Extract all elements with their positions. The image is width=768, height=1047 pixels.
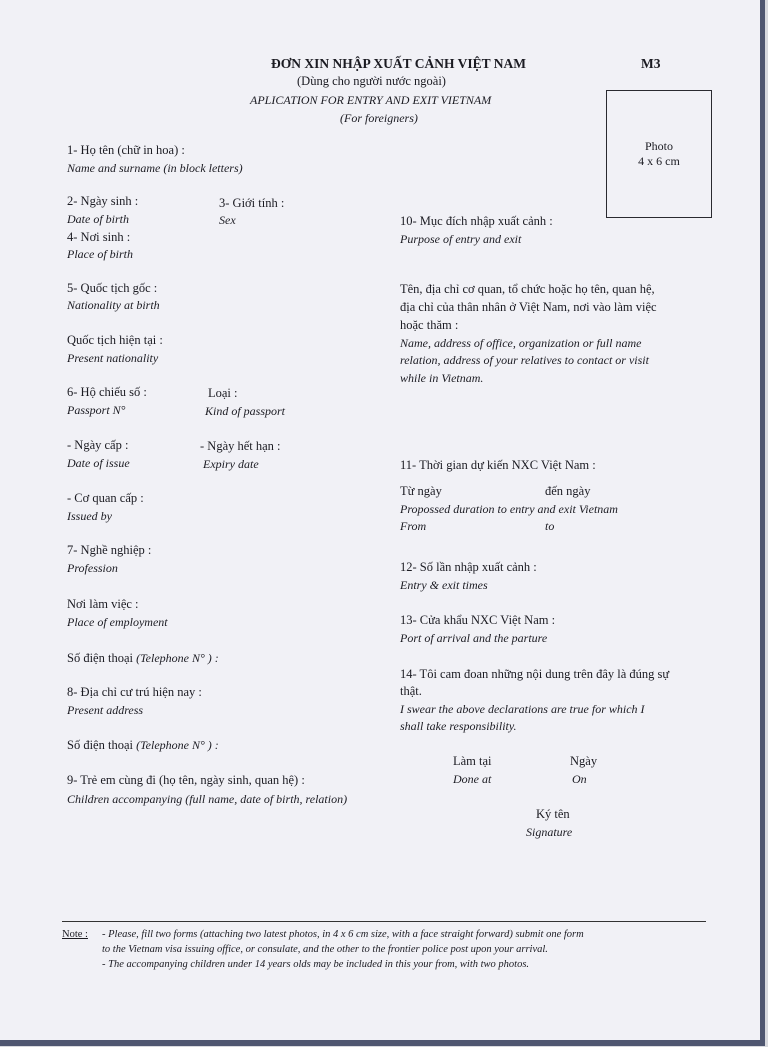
- field-contact-label-line1: Tên, địa chỉ cơ quan, tổ chức hoặc họ tên, quan hệ,: [400, 282, 655, 296]
- note-divider: [62, 921, 706, 922]
- field-phone2-label: [67, 738, 219, 753]
- field-issue-date-label: - Ngày cấp :: [67, 438, 129, 452]
- field-dob-label-en: Date of birth: [67, 212, 129, 226]
- note-line-2: to the Vietnam visa issuing office, or consulate, and the other to the frontier police post upon your arrival.: [102, 944, 548, 955]
- field-purpose-label-en: Purpose of entry and exit: [400, 232, 522, 246]
- field-done-at-label-en: Done at: [453, 772, 492, 786]
- field-declaration-line1: 14- Tôi cam đoan những nội dung trên đây là đúng sự: [400, 667, 670, 681]
- field-contact-label-line3: hoặc thăm :: [400, 318, 459, 332]
- field-phone-label: [67, 651, 219, 666]
- field-name-label: 1- Họ tên (chữ in hoa) :: [67, 143, 185, 157]
- photo-size: 4 x 6 cm: [638, 154, 680, 168]
- field-name-label-en: Name and surname (in block letters): [67, 161, 243, 175]
- field-pob-label-en: Place of birth: [67, 247, 133, 261]
- field-sex-label-en: Sex: [219, 213, 236, 227]
- field-nationality-birth-label-en: Nationality at birth: [67, 298, 160, 312]
- field-entry-times-label: 12- Số lần nhập xuất cảnh :: [400, 560, 537, 574]
- field-contact-label-en-line1: Name, address of office, organization or full name: [400, 336, 642, 350]
- field-passport-label-en: Passport N°: [67, 403, 126, 417]
- field-to-label-en: to: [545, 519, 555, 533]
- field-nationality-present-label-en: Present nationality: [67, 351, 159, 365]
- note-label: Note :: [62, 929, 88, 940]
- field-children-label-en: Children accompanying (full name, date of birth, relation): [67, 792, 348, 806]
- field-phone-label-en: (Telephone N° ) :: [136, 651, 219, 665]
- form-title-en: APLICATION FOR ENTRY AND EXIT VIETNAM: [250, 93, 492, 107]
- field-phone2-label-vn: Số điện thoại: [67, 738, 133, 752]
- field-expiry-date-label-en: Expiry date: [203, 457, 259, 471]
- field-profession-label: 7- Nghề nghiệp :: [67, 543, 152, 557]
- field-workplace-label: Nơi làm việc :: [67, 597, 139, 611]
- field-workplace-label-en: Place of employment: [67, 615, 168, 629]
- field-issuer-label: - Cơ quan cấp :: [67, 491, 144, 505]
- field-contact-label-en-line2: relation, address of your relatives to contact or visit: [400, 353, 649, 367]
- field-address-label: 8- Địa chỉ cư trú hiện nay :: [67, 685, 202, 699]
- form-subtitle-en: (For foreigners): [340, 111, 418, 125]
- field-from-label-en: From: [400, 519, 427, 533]
- field-declaration-en-line1: I swear the above declarations are true for which I: [400, 702, 645, 716]
- field-declaration-line2: thật.: [400, 684, 422, 698]
- field-entry-times-label-en: Entry & exit times: [400, 578, 488, 592]
- field-to-label: đến ngày: [545, 484, 591, 498]
- field-passport-label: 6- Hộ chiếu số :: [67, 385, 147, 399]
- note-line-1: - Please, fill two forms (attaching two latest photos, in 4 x 6 cm size, with a face straight forward) submit one form: [102, 929, 584, 940]
- field-expiry-date-label: - Ngày hết hạn :: [200, 439, 281, 453]
- field-dob-label: 2- Ngày sinh :: [67, 194, 139, 208]
- field-issuer-label-en: Issued by: [67, 509, 112, 523]
- field-contact-label-en-line3: while in Vietnam.: [400, 371, 484, 385]
- field-date-label: Ngày: [570, 754, 598, 768]
- field-done-at-label: Làm tại: [453, 754, 492, 768]
- field-purpose-label: 10- Mục đích nhập xuất cảnh :: [400, 214, 553, 228]
- field-signature-label-en: Signature: [526, 825, 573, 839]
- field-pob-label: 4- Nơi sinh :: [67, 230, 131, 244]
- form-title: ĐƠN XIN NHẬP XUẤT CẢNH VIỆT NAM: [271, 56, 527, 71]
- field-port-label-en: Port of arrival and the parture: [400, 631, 548, 645]
- field-profession-label-en: Profession: [67, 561, 118, 575]
- form-subtitle: (Dùng cho người nước ngoài): [297, 74, 446, 88]
- field-date-label-en: On: [572, 772, 587, 786]
- field-contact-label-line2: địa chỉ của thân nhân ở Việt Nam, nơi vào làm việc: [400, 300, 657, 314]
- field-declaration-en-line2: shall take responsibility.: [400, 719, 517, 733]
- field-passport-kind-label-en: Kind of passport: [205, 404, 286, 418]
- photo-label: Photo: [644, 139, 673, 153]
- field-issue-date-label-en: Date of issue: [67, 456, 130, 470]
- field-signature-label: Ký tên: [536, 807, 570, 821]
- field-duration-label: 11- Thời gian dự kiến NXC Việt Nam :: [400, 458, 596, 472]
- form-code: M3: [641, 56, 661, 71]
- field-sex-label: 3- Giới tính :: [219, 196, 285, 210]
- field-address-label-en: Present address: [67, 703, 144, 717]
- field-passport-kind-label: Loại :: [208, 386, 238, 400]
- field-duration-label-en: Propossed duration to entry and exit Vietnam: [400, 502, 618, 516]
- field-nationality-birth-label: 5- Quốc tịch gốc :: [67, 281, 158, 295]
- field-from-label: Từ ngày: [400, 484, 442, 498]
- field-port-label: 13- Cửa khẩu NXC Việt Nam :: [400, 613, 556, 627]
- field-phone2-label-en: (Telephone N° ) :: [136, 738, 219, 752]
- note-line-3: - The accompanying children under 14 years olds may be included in this your from, with two photos.: [102, 959, 530, 970]
- field-phone-label-vn: Số điện thoại: [67, 651, 133, 665]
- field-nationality-present-label: Quốc tịch hiện tại :: [67, 333, 163, 347]
- photo-box[interactable]: [606, 90, 712, 218]
- field-children-label: 9- Trẻ em cùng đi (họ tên, ngày sinh, quan hệ) :: [67, 773, 305, 787]
